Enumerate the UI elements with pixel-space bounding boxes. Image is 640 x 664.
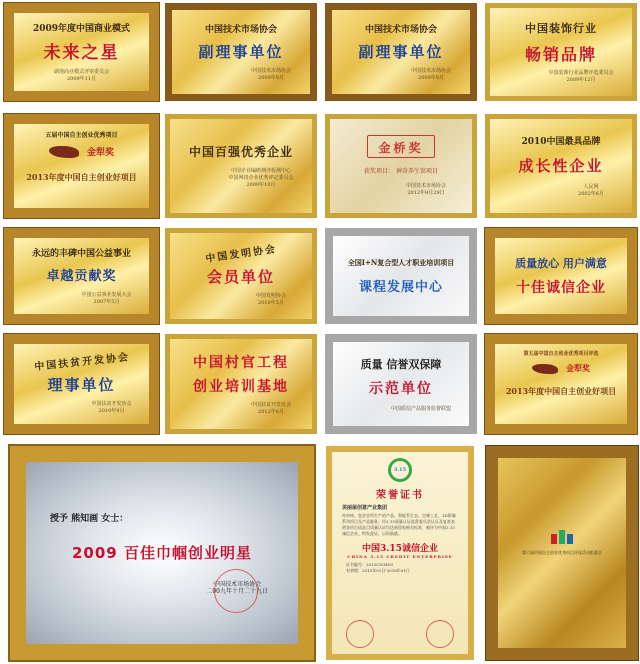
plaque-women-entrepreneur bbox=[10, 446, 314, 660]
plaque-org-2: 中国网络企业优秀评定委员会 bbox=[228, 175, 294, 181]
committee-logo-icon bbox=[551, 530, 573, 544]
plaque-vice-director-2 bbox=[325, 3, 477, 101]
plaque-title: 十佳诚信企业 bbox=[516, 280, 606, 296]
award-name: 金犁奖 bbox=[86, 148, 114, 158]
plaque-date: 2012年8月29日 bbox=[407, 190, 445, 196]
plaque-title: 示范单位 bbox=[369, 380, 433, 397]
plaque-org: 人民网 bbox=[583, 184, 599, 190]
plaque-poverty-director bbox=[4, 334, 159, 434]
certificate-big-title: 中国3.15诚信企业 bbox=[362, 544, 438, 554]
plaque-org: 中国企业编研测评检测中心 bbox=[230, 168, 291, 174]
plaque-subtitle: 获奖项目： 神奇养生馆项目 bbox=[364, 168, 438, 175]
plaque-title: 理事单位 bbox=[47, 376, 116, 394]
plaque-contribution-award bbox=[4, 228, 159, 324]
plaque-date: 2009年9月 bbox=[418, 75, 444, 81]
plaque-header: 2010中国最具品牌 bbox=[521, 137, 601, 147]
plaque-title: 卓越贡献奖 bbox=[46, 269, 117, 284]
certificate-315-credit bbox=[326, 446, 474, 660]
plaque-curriculum-center bbox=[325, 228, 477, 324]
red-seal-stamp bbox=[426, 620, 454, 648]
logo-text: 3.15 bbox=[393, 467, 407, 473]
red-seal-stamp bbox=[214, 569, 258, 613]
plow-logo-icon bbox=[49, 146, 79, 158]
credit-315-logo-icon bbox=[388, 458, 412, 482]
plaque-title: 未来之星 bbox=[43, 43, 120, 63]
plaque-date: 2009年12月 bbox=[566, 77, 596, 83]
plaque-header: 中国发明协会 bbox=[204, 244, 278, 265]
plaque-title: 副理事单位 bbox=[198, 43, 284, 61]
plaque-org: 中国公益事业发展大会 bbox=[81, 292, 132, 298]
plaque-header: 第五届中国自主创业优秀项目评选 bbox=[523, 351, 599, 357]
award-recipient: 授予 熊知画 女士： bbox=[50, 514, 129, 524]
plaque-best-selling-brand bbox=[485, 3, 637, 101]
certificate-english-title: CHINA 3.15 CREDIT ENTERPRISE bbox=[347, 554, 453, 559]
plaque-org: 副地商业模式评审委员会 bbox=[53, 69, 109, 75]
certificate-validity: 有效期：2015年01日-2016年01日 bbox=[346, 568, 410, 573]
plaque-future-star bbox=[4, 3, 159, 101]
plaque-title: 2009 百佳巾帼创业明星 bbox=[72, 544, 252, 562]
plaque-header: 中国扶贫开发协会 bbox=[33, 352, 131, 373]
plaque-date: 2002年6月 bbox=[578, 191, 604, 197]
plaque-date: 二00九年十月二十九日 bbox=[206, 588, 268, 595]
plaque-date: 2010年9月 bbox=[98, 408, 125, 414]
plaque-date: 2007年5月 bbox=[93, 299, 120, 305]
plaque-org: 中国技术市场协会 bbox=[250, 68, 291, 74]
plaque-org: 中国发明协会 bbox=[255, 293, 286, 299]
plaque-header: 全国I+N复合型人才职业培训项目 bbox=[347, 257, 455, 267]
plaque-top100-enterprise bbox=[165, 114, 317, 218]
plaque-org: 中国扶贫开发协会 bbox=[91, 401, 132, 407]
plaque-header: 质量放心 用户满意 bbox=[515, 257, 607, 270]
plaque-growth-enterprise bbox=[485, 114, 637, 218]
certificate-title: 荣誉证书 bbox=[376, 490, 424, 501]
plaque-title: 金桥奖 bbox=[378, 141, 424, 155]
plaque-title: 畅销品牌 bbox=[524, 45, 597, 64]
plaque-title: 副理事单位 bbox=[358, 43, 444, 61]
plaque-org: 中国质信产品服务监督联盟 bbox=[390, 405, 451, 412]
plaque-header: 五届中国自主创业优秀项目 bbox=[45, 132, 118, 139]
plaque-org: 中国技术市场协会 bbox=[410, 68, 451, 74]
plaque-header: 永远的丰碑中国公益事业 bbox=[31, 249, 131, 259]
plaque-date: 2009年11月 bbox=[66, 76, 97, 82]
plaque-village-training bbox=[165, 334, 317, 434]
plaque-title: 中国百强优秀企业 bbox=[188, 145, 293, 159]
plaque-golden-plow-2 bbox=[485, 334, 637, 434]
plaque-vice-director-1 bbox=[165, 3, 317, 101]
plaque-header: 中国技术市场协会 bbox=[364, 25, 437, 35]
plaque-top10-credit bbox=[485, 228, 637, 324]
plaque-org: 中国装饰行业品牌评选委员会 bbox=[548, 70, 614, 76]
plaque-org: 第六届中国自主创业优秀项目评选活动组委会 bbox=[522, 550, 602, 555]
certificate-body: 经审核，您企业所生产的产品，智能系生态、定制工艺、3D影像系列项目及产品服务，经3.15质量认证监督委员会认证及复查表明各项自质品目质量认证均达到国家相关标准，被评为中国3.15诚信企业。特发此证，以资鼓励。 bbox=[342, 513, 456, 536]
plaque-org: 中国技术市场协会 bbox=[405, 183, 446, 189]
plaque-title: 2013年度中国自主创业好项目 bbox=[26, 172, 137, 182]
plaque-line-1: 中国村官工程 bbox=[193, 355, 289, 371]
plaque-golden-bridge bbox=[325, 114, 477, 218]
plaque-org: 中国技术市场协会 bbox=[213, 581, 262, 588]
red-seal-stamp bbox=[346, 620, 374, 648]
certificate-company: 美丽屋创意产业集团 bbox=[342, 505, 388, 511]
plaque-header: 中国技术市场协会 bbox=[204, 25, 277, 35]
plaque-title: 2013年度中国自主创业好项目 bbox=[505, 386, 617, 396]
plaque-date: 2010年5月 bbox=[258, 300, 284, 306]
plaque-org: 中国扶贫开发协会 bbox=[250, 402, 291, 408]
plaque-date: 2012年6月 bbox=[258, 409, 284, 415]
plaque-header: 2009年度中国商业模式 bbox=[32, 24, 131, 34]
plaque-header: 质量 信誉双保障 bbox=[360, 357, 442, 371]
plaque-date: 2009年10月 bbox=[246, 182, 276, 188]
plaque-date: 2009年9月 bbox=[258, 75, 284, 81]
plaque-title: 课程发展中心 bbox=[358, 279, 443, 295]
plow-logo-icon bbox=[532, 364, 558, 374]
plaque-golden-plow-1 bbox=[4, 114, 159, 218]
plaque-title: 成长性企业 bbox=[518, 157, 604, 175]
plaque-line-2: 创业培训基地 bbox=[193, 379, 289, 395]
plaque-demo-unit bbox=[325, 334, 477, 434]
certificate-number: 证书编号：2015CN3409 bbox=[346, 562, 393, 567]
plaque-entrepreneurship-committee bbox=[486, 446, 638, 660]
plaque-header: 中国装饰行业 bbox=[525, 22, 597, 35]
plaque-title: 会员单位 bbox=[206, 268, 275, 286]
award-name: 金犁奖 bbox=[566, 363, 590, 373]
plaque-invention-member bbox=[165, 228, 317, 324]
